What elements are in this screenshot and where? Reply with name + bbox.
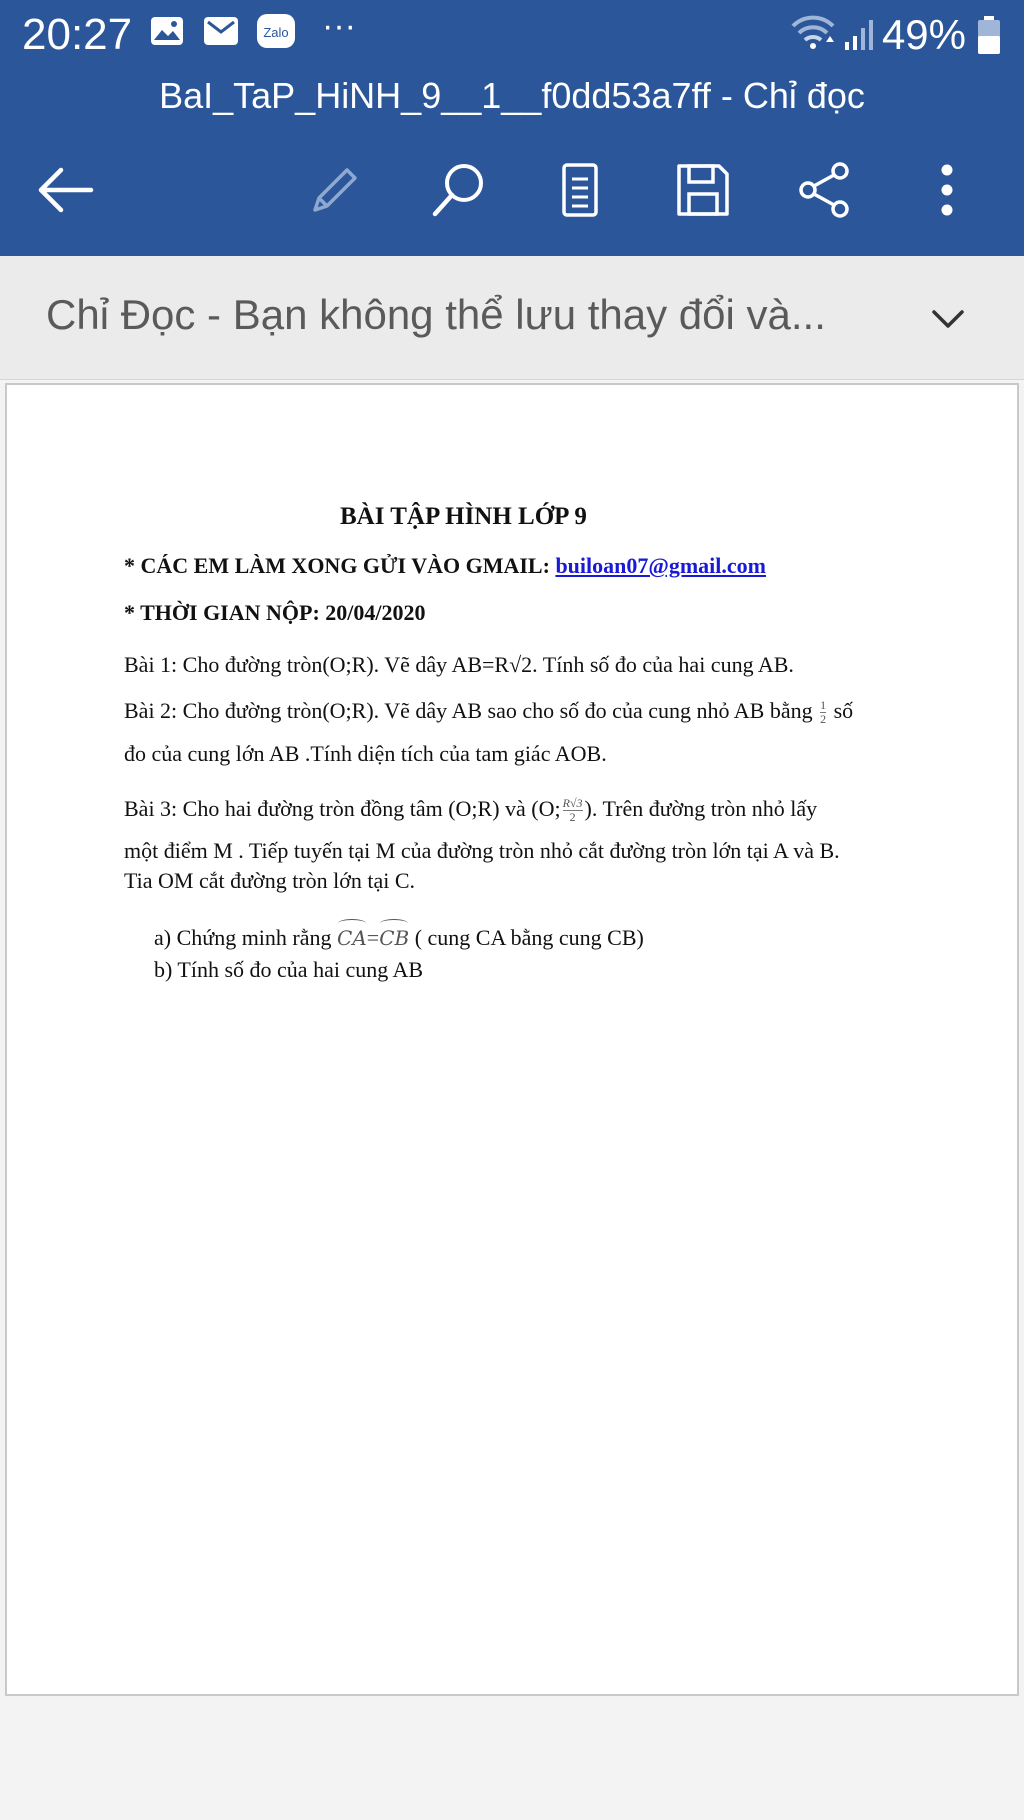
fraction-denominator: 2 — [569, 810, 576, 825]
equals-sign: = — [366, 925, 380, 950]
status-bar — [0, 0, 1024, 70]
arc-ca: CA — [337, 922, 367, 952]
document-heading: BÀI TẬP HÌNH LỚP 9 — [340, 503, 587, 530]
save-icon — [674, 161, 732, 219]
save-button[interactable] — [668, 155, 738, 225]
gmail-notice — [124, 552, 766, 580]
status-time: 20:27 — [22, 10, 133, 59]
more-vertical-icon — [937, 162, 957, 218]
app-bar — [0, 0, 1024, 256]
search-button[interactable] — [424, 155, 494, 225]
email-link[interactable]: builoan07@gmail.com — [555, 553, 766, 578]
image-icon — [150, 16, 184, 50]
svg-text:Zalo: Zalo — [263, 25, 289, 40]
exercise-3-line-3: Tia OM cắt đường tròn lớn tại C. — [124, 868, 416, 893]
exercise-3-line-1 — [124, 795, 817, 824]
document-page[interactable] — [5, 383, 1019, 1696]
battery-percent: 49% — [881, 11, 966, 58]
wifi-icon — [790, 14, 836, 56]
mail-icon — [203, 16, 239, 50]
exercise-3-item-a — [154, 922, 644, 952]
exercise-3-text-a: Bài 3: Cho hai đường tròn đồng tâm (O;R) và (O; — [124, 796, 561, 821]
gmail-notice-label: * CÁC EM LÀM XONG GỬI VÀO GMAIL: — [124, 553, 556, 578]
battery-icon — [976, 16, 1002, 60]
back-arrow-icon — [35, 165, 95, 215]
read-only-banner-text: Chỉ Đọc - Bạn không thể lưu thay đổi và... — [46, 291, 826, 338]
exercise-3-text-b: ). Trên đường tròn nhỏ lấy — [584, 796, 818, 821]
exercise-2-line-2: đo của cung lớn AB .Tính diện tích của tam giác AOB. — [124, 741, 607, 766]
document-title: BaI_TaP_HiNH_9__1__f0dd53a7ff - Chỉ đọc — [159, 75, 865, 116]
deadline-notice: * THỜI GIAN NỘP: 20/04/2020 — [124, 600, 426, 625]
back-button[interactable] — [30, 155, 100, 225]
more-dots-icon: ··· — [322, 7, 356, 45]
more-options-button[interactable] — [912, 155, 982, 225]
item-a-suffix: ( cung CA bằng cung CB) — [409, 925, 644, 950]
signal-icon — [843, 16, 879, 56]
fraction-numerator: R√3 — [562, 796, 583, 811]
search-icon — [430, 161, 488, 219]
exercise-2-text-a: Bài 2: Cho đường tròn(O;R). Vẽ dây AB sao cho số đo của cung nhỏ AB bằng — [124, 698, 819, 723]
item-a-prefix: a) Chứng minh rằng — [154, 925, 338, 950]
edit-button[interactable] — [300, 155, 370, 225]
fraction-r-sqrt3-over-2 — [563, 797, 583, 824]
arc-cb: CB — [379, 922, 409, 952]
zalo-icon — [256, 13, 296, 53]
exercise-3-item-b: b) Tính số đo của hai cung AB — [154, 957, 424, 982]
exercise-1: Bài 1: Cho đường tròn(O;R). Vẽ dây AB=R√2. Tính số đo của hai cung AB. — [124, 652, 794, 677]
share-icon — [796, 161, 854, 219]
reading-view-icon — [558, 161, 602, 219]
edit-pencil-icon — [307, 162, 363, 218]
exercise-2-text-b: số — [828, 698, 854, 723]
exercise-2-line-1 — [124, 697, 853, 726]
reading-view-button[interactable] — [545, 155, 615, 225]
fraction-numerator: 1 — [820, 698, 827, 713]
chevron-down-icon[interactable] — [928, 300, 968, 340]
fraction-denominator: 2 — [820, 712, 827, 727]
exercise-3-line-2: một điểm M . Tiếp tuyến tại M của đường tròn nhỏ cắt đường tròn lớn tại A và B. — [124, 838, 840, 863]
fraction-one-half — [820, 699, 826, 726]
share-button[interactable] — [790, 155, 860, 225]
